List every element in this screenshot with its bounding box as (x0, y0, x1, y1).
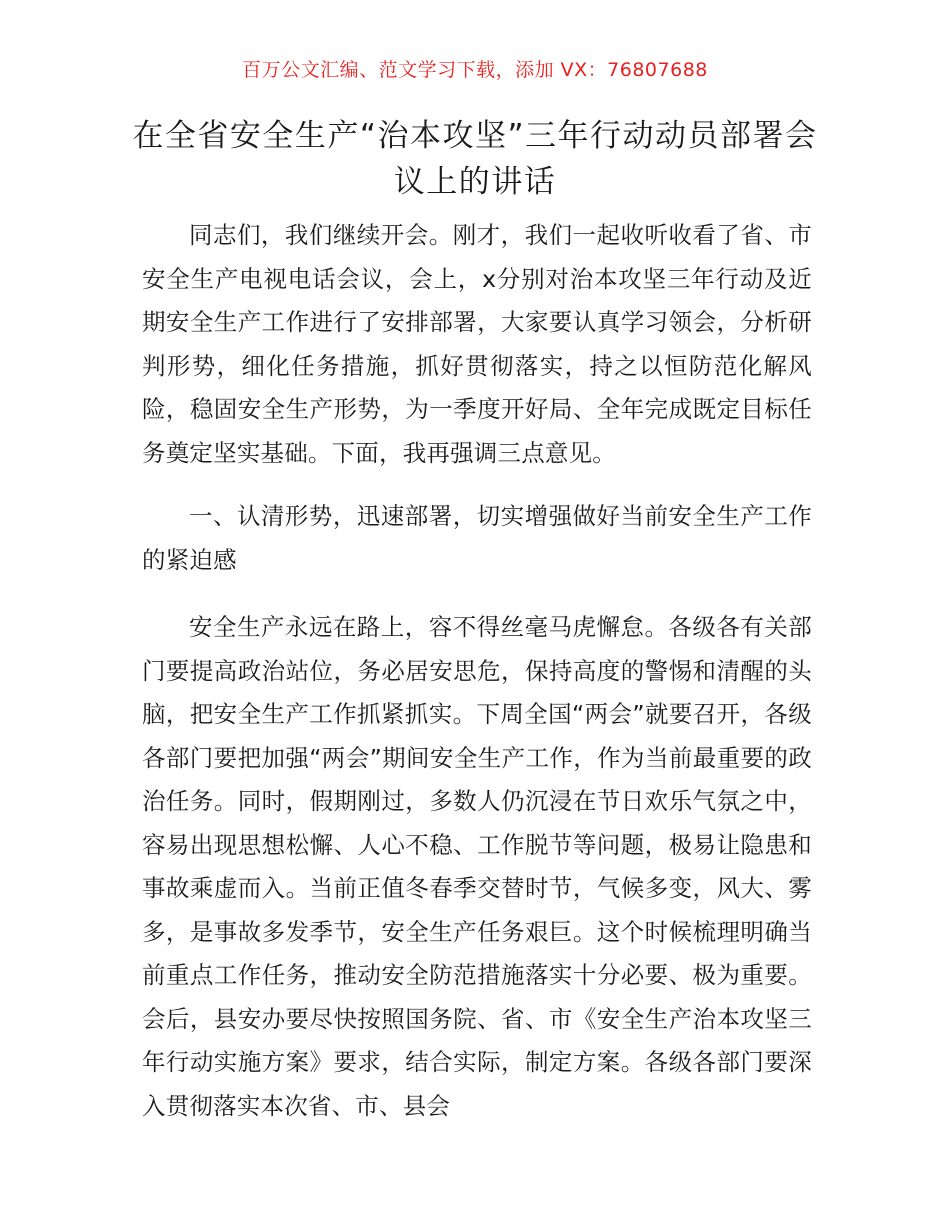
document-title: 在全省安全生产“治本攻坚”三年行动动员部署会议上的讲话 (132, 118, 818, 200)
document-body (142, 214, 812, 1128)
section-heading-1: 一、认清形势，迅速部署，切实增强做好当前安全生产工作的紧迫感 (142, 502, 812, 574)
paragraph-section-1: 安全生产永远在路上，容不得丝毫马虎懈怠。各级各有关部门要提高政治站位，务必居安思危，保持高度的警惕和清醒的头脑，把安全生产工作抓紧抓实。下周全国“两会”就要召开，各级各部门要把加强“两会”期间安全生产工作，作为当前最重要的政治任务。同时，假期刚过，多数人仍沉浸在节日欢乐气氛之中，容易出现思想松懈、人心不稳、工作脱节等问题，极易让隐患和事故乘虚而入。当前正值冬春季交替时节，气候多变，风大、雾多，是事故多发季节，安全生产任务艰巨。这个时候梳理明确当前重点工作任务，推动安全防范措施落实十分必要、极为重要。会后，县安办要尽快按照国务院、省、市《安全生产治本攻坚三年行动实施方案》要求，结合实际，制定方案。各级各部门要深入贯彻落实本次省、市、县会 (142, 613, 812, 1120)
header-promo-note: 百万公文汇编、范文学习下载，添加 VX：76807688 (242, 59, 708, 81)
paragraph-opening: 同志们，我们继续开会。刚才，我们一起收听收看了省、市安全生产电视电话会议，会上，x分别对治本攻坚三年行动及近期安全生产工作进行了安排部署，大家要认真学习领会，分析研判形势，细化任务措施，抓好贯彻落实，持之以恒防范化解风险，稳固安全生产形势，为一季度开好局、全年完成既定目标任务奠定坚实基础。下面，我再强调三点意见。 (142, 221, 812, 467)
